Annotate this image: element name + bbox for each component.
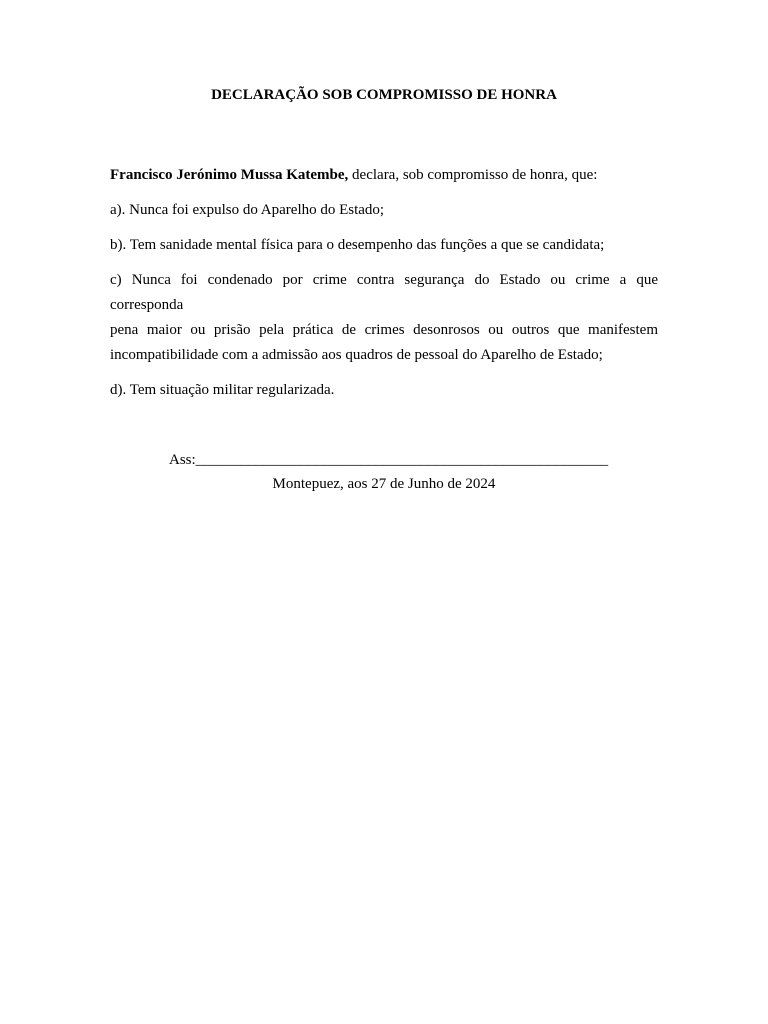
item-c-line-4: incompatibilidade com a admissão aos quadros de pessoal do Aparelho de Estado; [110,347,603,363]
declarant-name: Francisco Jerónimo Mussa Katembe, [110,167,349,183]
item-b: b). Tem sanidade mental física para o desempenho das funções a que se candidata; [110,237,605,253]
item-d: d). Tem situação militar regularizada. [110,382,335,398]
document-title: DECLARAÇÃO SOB COMPROMISSO DE HONRA [211,87,557,103]
intro-paragraph [110,166,658,184]
item-a: a). Nunca foi expulso do Aparelho do Estado; [110,202,385,218]
item-c-line-1: c) Nunca foi condenado por crime contra segurança do Estado ou crime a que [110,272,658,288]
item-c-line-2: corresponda [110,297,184,313]
signature-line: Ass:_______________________________________________________ [169,452,609,468]
intro-text: declara, sob compromisso de honra, que: [348,167,598,183]
place-date: Montepuez, aos 27 de Junho de 2024 [272,476,496,492]
item-c-line-3: pena maior ou prisão pela prática de crimes desonrosos ou outros que manifestem [110,322,658,338]
